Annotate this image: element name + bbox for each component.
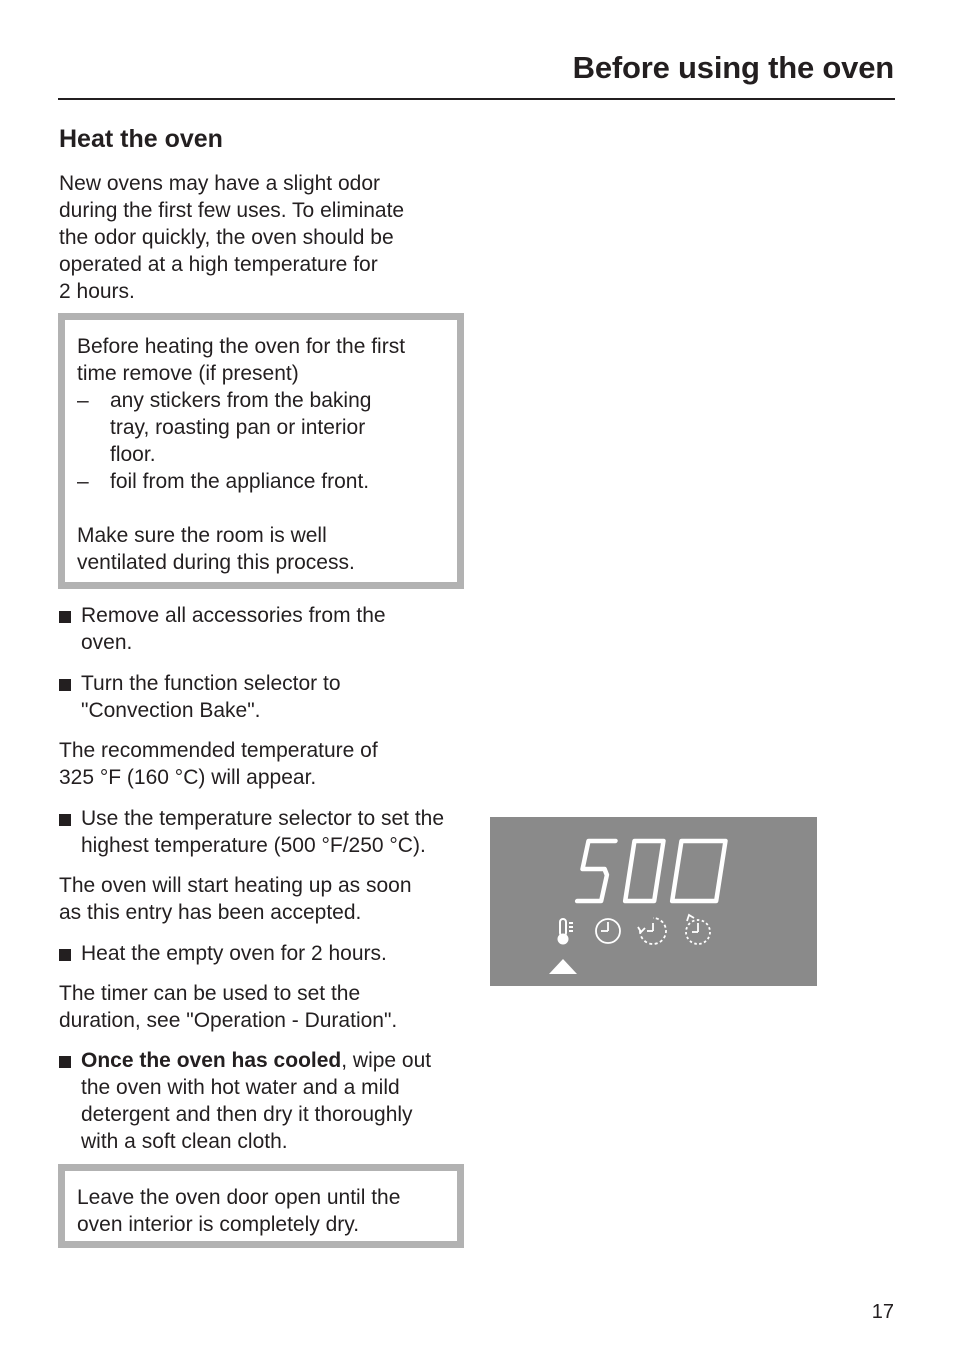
notice-item-line: any stickers from the baking	[110, 389, 372, 412]
bullet-square-icon	[59, 611, 71, 623]
oven-display-panel	[490, 817, 817, 986]
intro-line: 2 hours.	[59, 280, 135, 303]
intro-line: during the first few uses. To eliminate	[59, 199, 405, 222]
segment-readout-500	[577, 841, 725, 901]
intro-line: operated at a high temperature for	[59, 253, 378, 276]
notice-line: time remove (if present)	[77, 362, 299, 385]
notice-line: oven interior is completely dry.	[77, 1213, 360, 1236]
bullet-square-icon	[59, 814, 71, 826]
step-wipe-out-oven: Once the oven has cooled, wipe out the oven with hot water and a mild detergent and then dry it thoroughly with a soft clean cloth.	[59, 1047, 469, 1155]
intro-line: New ovens may have a slight odor	[59, 172, 380, 195]
heating-start-paragraph: The oven will start heating up as soon as this entry has been accepted.	[59, 874, 412, 924]
notice-box-door-open	[58, 1164, 464, 1248]
notice-line: Before heating the oven for the first	[77, 335, 406, 358]
bullet-square-icon	[59, 679, 71, 691]
intro-line: the odor quickly, the oven should be	[59, 226, 394, 249]
dash-marker: –	[77, 389, 89, 412]
notice-list-item	[77, 468, 445, 495]
bullet-square-icon	[59, 949, 71, 961]
section-title: Heat the oven	[59, 125, 223, 153]
thermometer-icon	[559, 919, 574, 944]
intro-paragraph	[59, 170, 459, 305]
step-heat-empty-oven: Heat the empty oven for 2 hours.	[59, 940, 463, 967]
timer-paragraph: The timer can be used to set the duration, see "Operation - Duration".	[59, 982, 398, 1032]
dash-marker: –	[77, 470, 89, 493]
notice-item-line: floor.	[110, 443, 156, 466]
notice-item-line: foil from the appliance front.	[110, 470, 370, 493]
oven-display-graphic	[490, 817, 817, 986]
bullet-square-icon	[59, 1056, 71, 1068]
page-number: 17	[871, 1301, 894, 1323]
notice-item-line: tray, roasting pan or interior	[110, 416, 366, 439]
notice-list-item	[77, 387, 445, 468]
page-header-title: Before using the oven	[572, 50, 894, 85]
clock-icon	[596, 919, 620, 943]
indicator-triangle-icon	[549, 959, 577, 974]
step-function-selector: Turn the function selector to "Convection Bake".	[59, 670, 463, 724]
notice-line: ventilated during this process.	[77, 551, 355, 574]
emphasis-text: Once the oven has cooled	[81, 1049, 342, 1072]
header-divider	[58, 98, 895, 100]
step-temperature-selector: Use the temperature selector to set the highest temperature (500 °F/250 °C).	[59, 805, 469, 859]
recommended-temp-paragraph: The recommended temperature of 325 °F (160 °C) will appear.	[59, 739, 378, 789]
notice-box-before-heating	[58, 313, 464, 589]
start-time-icon	[686, 915, 710, 944]
notice-line: Leave the oven door open until the	[77, 1186, 401, 1209]
step-remove-accessories: Remove all accessories from the oven.	[59, 602, 463, 656]
notice-line: Make sure the room is well	[77, 524, 327, 547]
timer-icon	[638, 918, 666, 944]
